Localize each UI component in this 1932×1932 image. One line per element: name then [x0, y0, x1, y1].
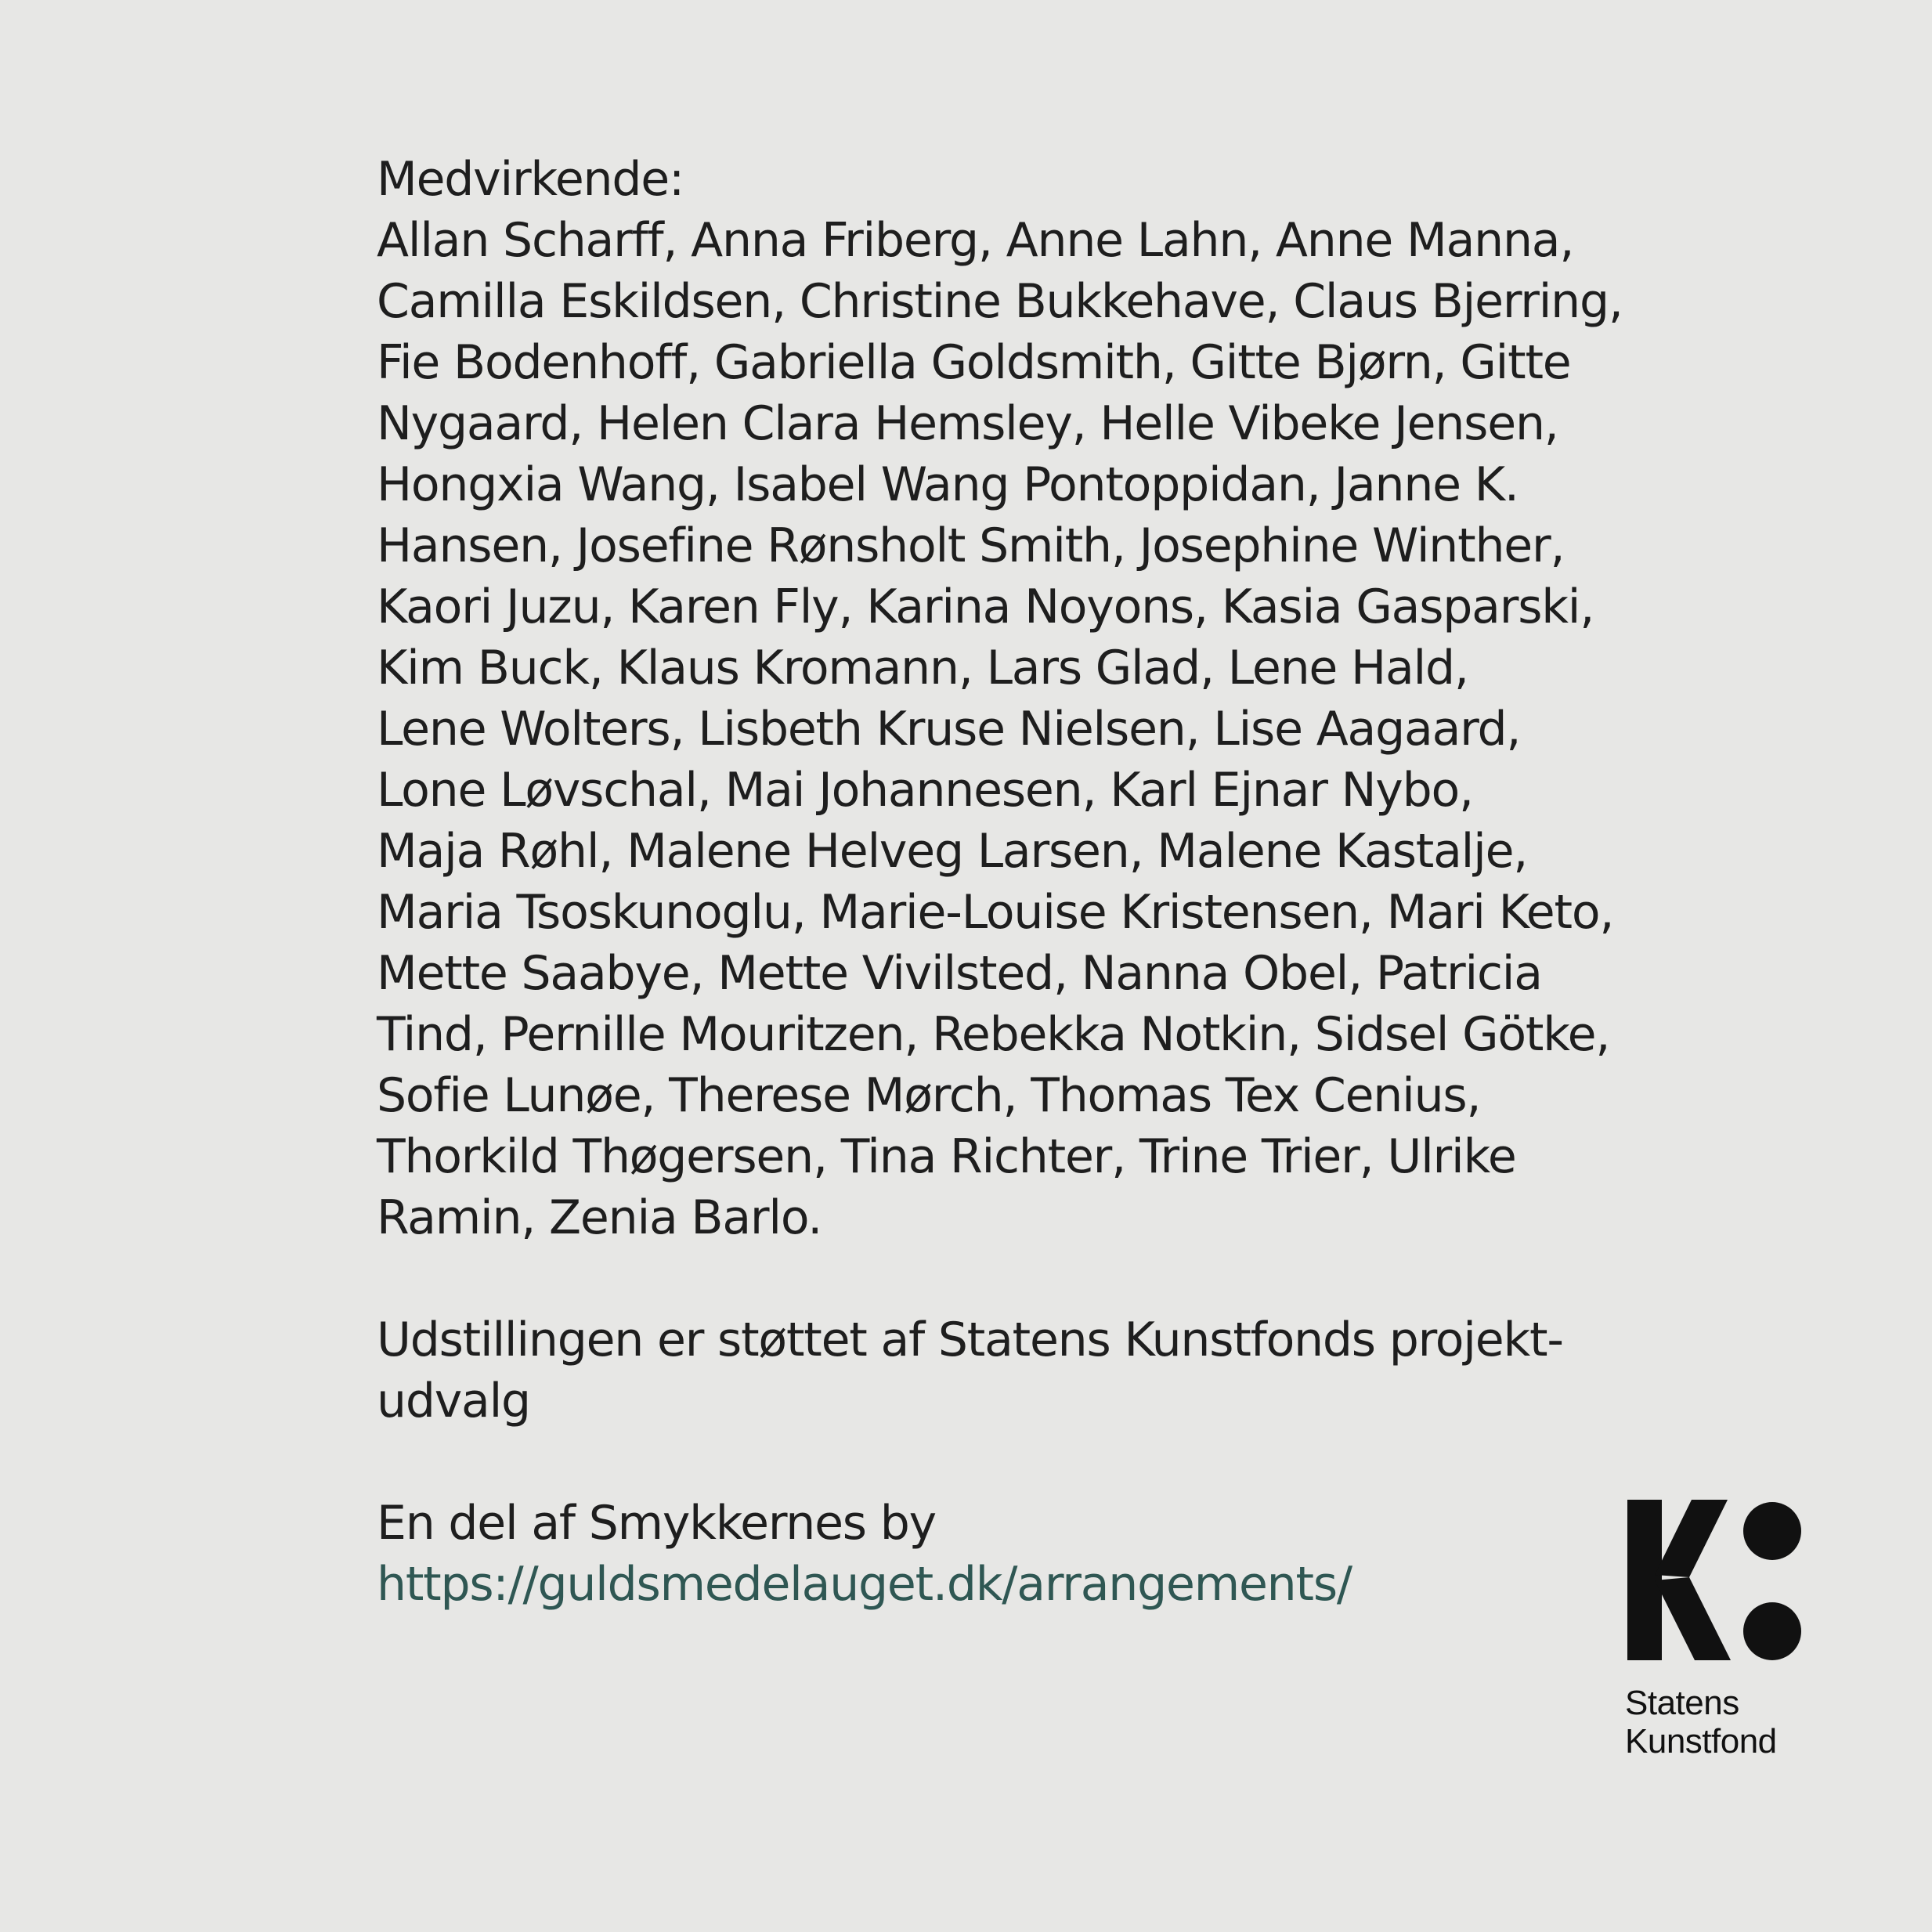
participant-line-15: Sofie Lunøe, Therese Mørch, Thomas Tex Cenius, [377, 1068, 1481, 1123]
logo-text [1625, 1684, 1777, 1760]
logo-k-upper-arm [1655, 1500, 1728, 1577]
participant-line-6: Hansen, Josefine Rønsholt Smith, Josephine Winther, [377, 518, 1565, 573]
support-line-2: udvalg [377, 1374, 530, 1428]
participant-line-9: Lene Wolters, Lisbeth Kruse Nielsen, Lise Aagaard, [377, 702, 1521, 757]
participant-line-11: Maja Røhl, Malene Helveg Larsen, Malene Kastalje, [377, 824, 1528, 879]
participant-line-3: Fie Bodenhoff, Gabriella Goldsmith, Gitte Bjørn, Gitte [377, 335, 1571, 390]
participants-heading: Medvirkende: [377, 152, 684, 207]
participant-line-14: Tind, Pernille Mouritzen, Rebekka Notkin, Sidsel Götke, [377, 1007, 1610, 1062]
support-line-1: Udstillingen er støttet af Statens Kunstfonds projekt- [377, 1313, 1563, 1367]
participant-line-8: Kim Buck, Klaus Kromann, Lars Glad, Lene Hald, [377, 641, 1468, 695]
participant-line-13: Mette Saabye, Mette Vivilsted, Nanna Obel, Patricia [377, 946, 1542, 1001]
logo-k-stem [1627, 1500, 1662, 1660]
logo-k-lower-leg [1655, 1577, 1731, 1660]
section-gap [377, 1248, 1724, 1309]
logo-lower-dot [1743, 1602, 1801, 1660]
participant-line-12: Maria Tsoskunoglu, Marie-Louise Kristensen, Mari Keto, [377, 885, 1614, 940]
logo-upper-dot [1743, 1502, 1801, 1560]
participant-line-1: Allan Scharff, Anna Friberg, Anne Lahn, Anne Manna, [377, 213, 1574, 268]
participant-line-2: Camilla Eskildsen, Christine Bukkehave, Claus Bjerring, [377, 274, 1623, 329]
participant-line-16: Thorkild Thøgersen, Tina Richter, Trine Trier, Ulrike [377, 1129, 1516, 1184]
k-colon-logo-icon [1625, 1500, 1805, 1668]
logo-text-kunstfond: Kunstfond [1625, 1722, 1777, 1760]
participant-line-5: Hongxia Wang, Isabel Wang Pontoppidan, Janne K. [377, 457, 1519, 512]
logo-text-statens: Statens [1625, 1684, 1739, 1722]
document-content [377, 149, 1724, 1615]
event-part-of-text: En del af Smykkernes by [377, 1496, 936, 1551]
arrangements-link[interactable]: https://guldsmedelauget.dk/arrangements/ [377, 1557, 1352, 1612]
participant-line-7: Kaori Juzu, Karen Fly, Karina Noyons, Kasia Gasparski, [377, 580, 1594, 634]
section-gap [377, 1432, 1724, 1493]
statens-kunstfond-logo [1625, 1500, 1805, 1758]
participant-line-17: Ramin, Zenia Barlo. [377, 1190, 822, 1245]
participant-line-4: Nygaard, Helen Clara Hemsley, Helle Vibeke Jensen, [377, 396, 1558, 451]
participant-line-10: Lone Løvschal, Mai Johannesen, Karl Ejnar Nybo, [377, 763, 1473, 818]
